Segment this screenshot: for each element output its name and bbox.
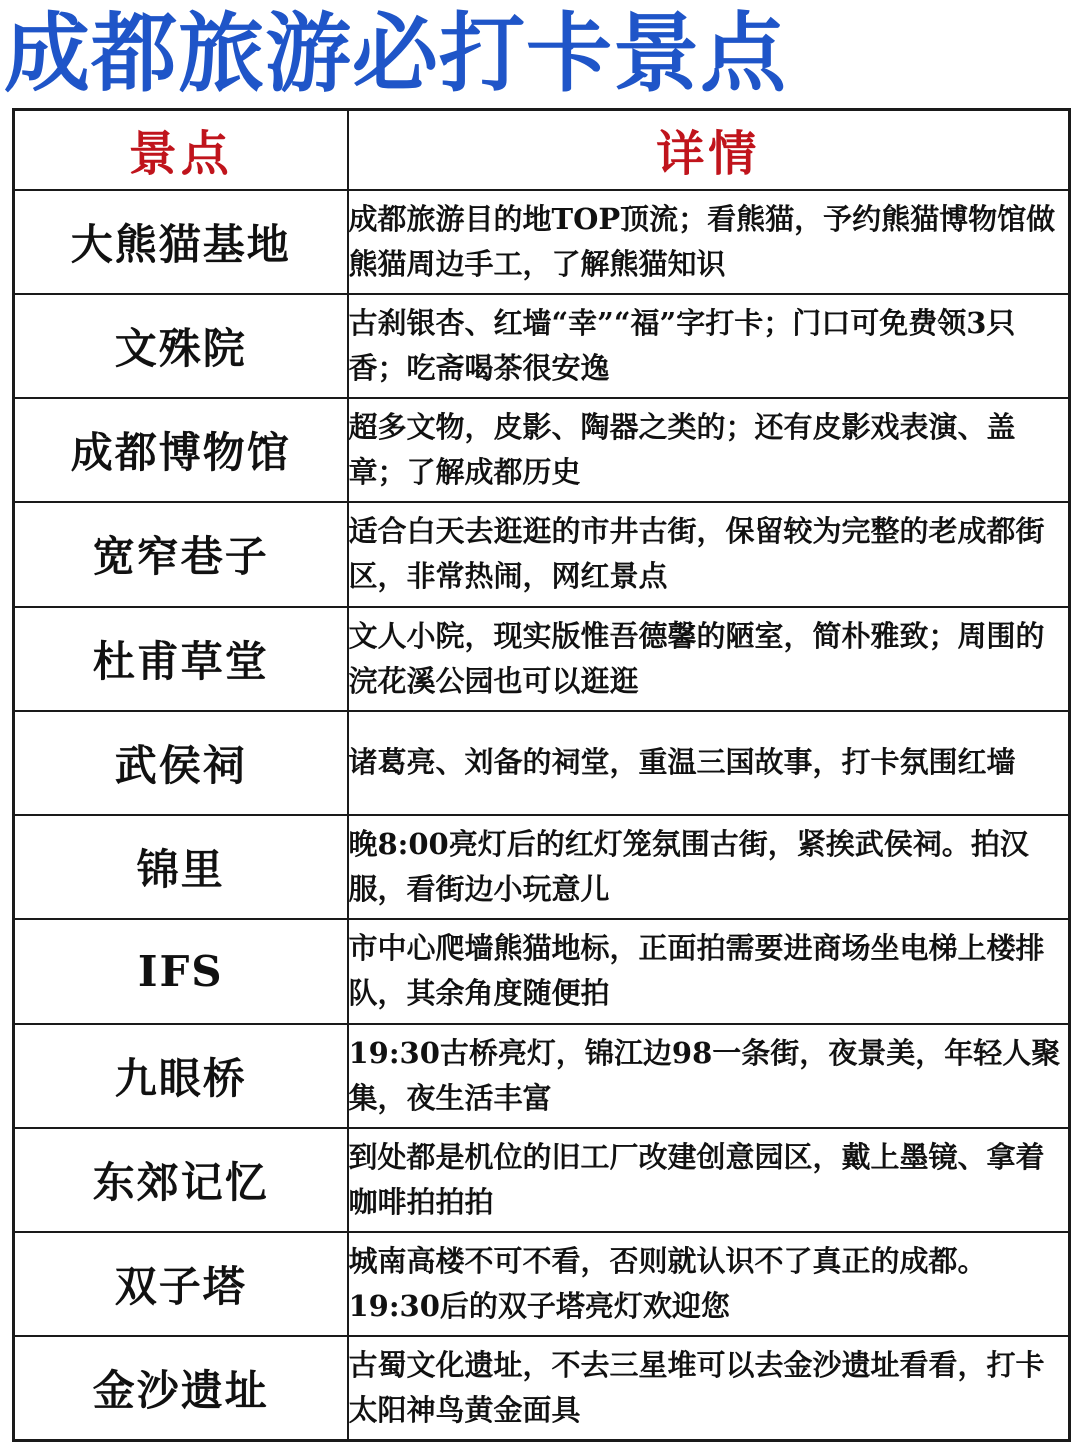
spot-detail: 到处都是机位的旧工厂改建创意园区，戴上墨镜、拿着咖啡拍拍拍: [348, 1128, 1070, 1232]
spot-detail: 城南高楼不可不看，否则就认识不了真正的成都。19:30后的双子塔亮灯欢迎您: [348, 1232, 1070, 1336]
spot-name: 成都博物馆: [14, 398, 348, 502]
spot-name: IFS: [14, 919, 348, 1023]
spot-detail: 超多文物，皮影、陶器之类的；还有皮影戏表演、盖章；了解成都历史: [348, 398, 1070, 502]
spot-detail: 晚8:00亮灯后的红灯笼氛围古街，紧挨武侯祠。拍汉服，看街边小玩意儿: [348, 815, 1070, 919]
table-row: [14, 502, 1070, 606]
spot-name: 锦里: [14, 815, 348, 919]
attractions-table: [12, 108, 1071, 1442]
table-row: [14, 1128, 1070, 1232]
spot-detail: 文人小院，现实版惟吾德馨的陋室，简朴雅致；周围的浣花溪公园也可以逛逛: [348, 607, 1070, 711]
spot-detail: 诸葛亮、刘备的祠堂，重温三国故事，打卡氛围红墙: [348, 711, 1070, 815]
spot-name: 文殊院: [14, 294, 348, 398]
header-spot: 景点: [14, 110, 348, 190]
table-row: [14, 1232, 1070, 1336]
table-header-row: [14, 110, 1070, 190]
page-title: 成都旅游必打卡景点: [4, 4, 787, 104]
header-detail: 详情: [348, 110, 1070, 190]
spot-name: 武侯祠: [14, 711, 348, 815]
spot-name: 杜甫草堂: [14, 607, 348, 711]
spot-detail: 19:30古桥亮灯，锦江边98一条街，夜景美，年轻人聚集，夜生活丰富: [348, 1024, 1070, 1128]
spot-detail: 古刹银杏、红墙“幸”“福”字打卡；门口可免费领3只香；吃斋喝茶很安逸: [348, 294, 1070, 398]
spot-name: 双子塔: [14, 1232, 348, 1336]
spot-name: 九眼桥: [14, 1024, 348, 1128]
spot-detail: 适合白天去逛逛的市井古街，保留较为完整的老成都街区，非常热闹，网红景点: [348, 502, 1070, 606]
table-row: [14, 190, 1070, 294]
spot-detail: 成都旅游目的地TOP顶流；看熊猫，予约熊猫博物馆做熊猫周边手工，了解熊猫知识: [348, 190, 1070, 294]
spot-name: 宽窄巷子: [14, 502, 348, 606]
spot-name: 大熊猫基地: [14, 190, 348, 294]
table-row: [14, 815, 1070, 919]
spot-name: 东郊记忆: [14, 1128, 348, 1232]
table-row: [14, 398, 1070, 502]
table-row: [14, 711, 1070, 815]
table-row: [14, 919, 1070, 1023]
table-row: [14, 607, 1070, 711]
spot-detail: 市中心爬墙熊猫地标，正面拍需要进商场坐电梯上楼排队，其余角度随便拍: [348, 919, 1070, 1023]
spot-name: 金沙遗址: [14, 1336, 348, 1440]
table-row: [14, 1024, 1070, 1128]
spot-detail: 古蜀文化遗址，不去三星堆可以去金沙遗址看看，打卡太阳神鸟黄金面具: [348, 1336, 1070, 1440]
table-row: [14, 294, 1070, 398]
table-row: [14, 1336, 1070, 1440]
